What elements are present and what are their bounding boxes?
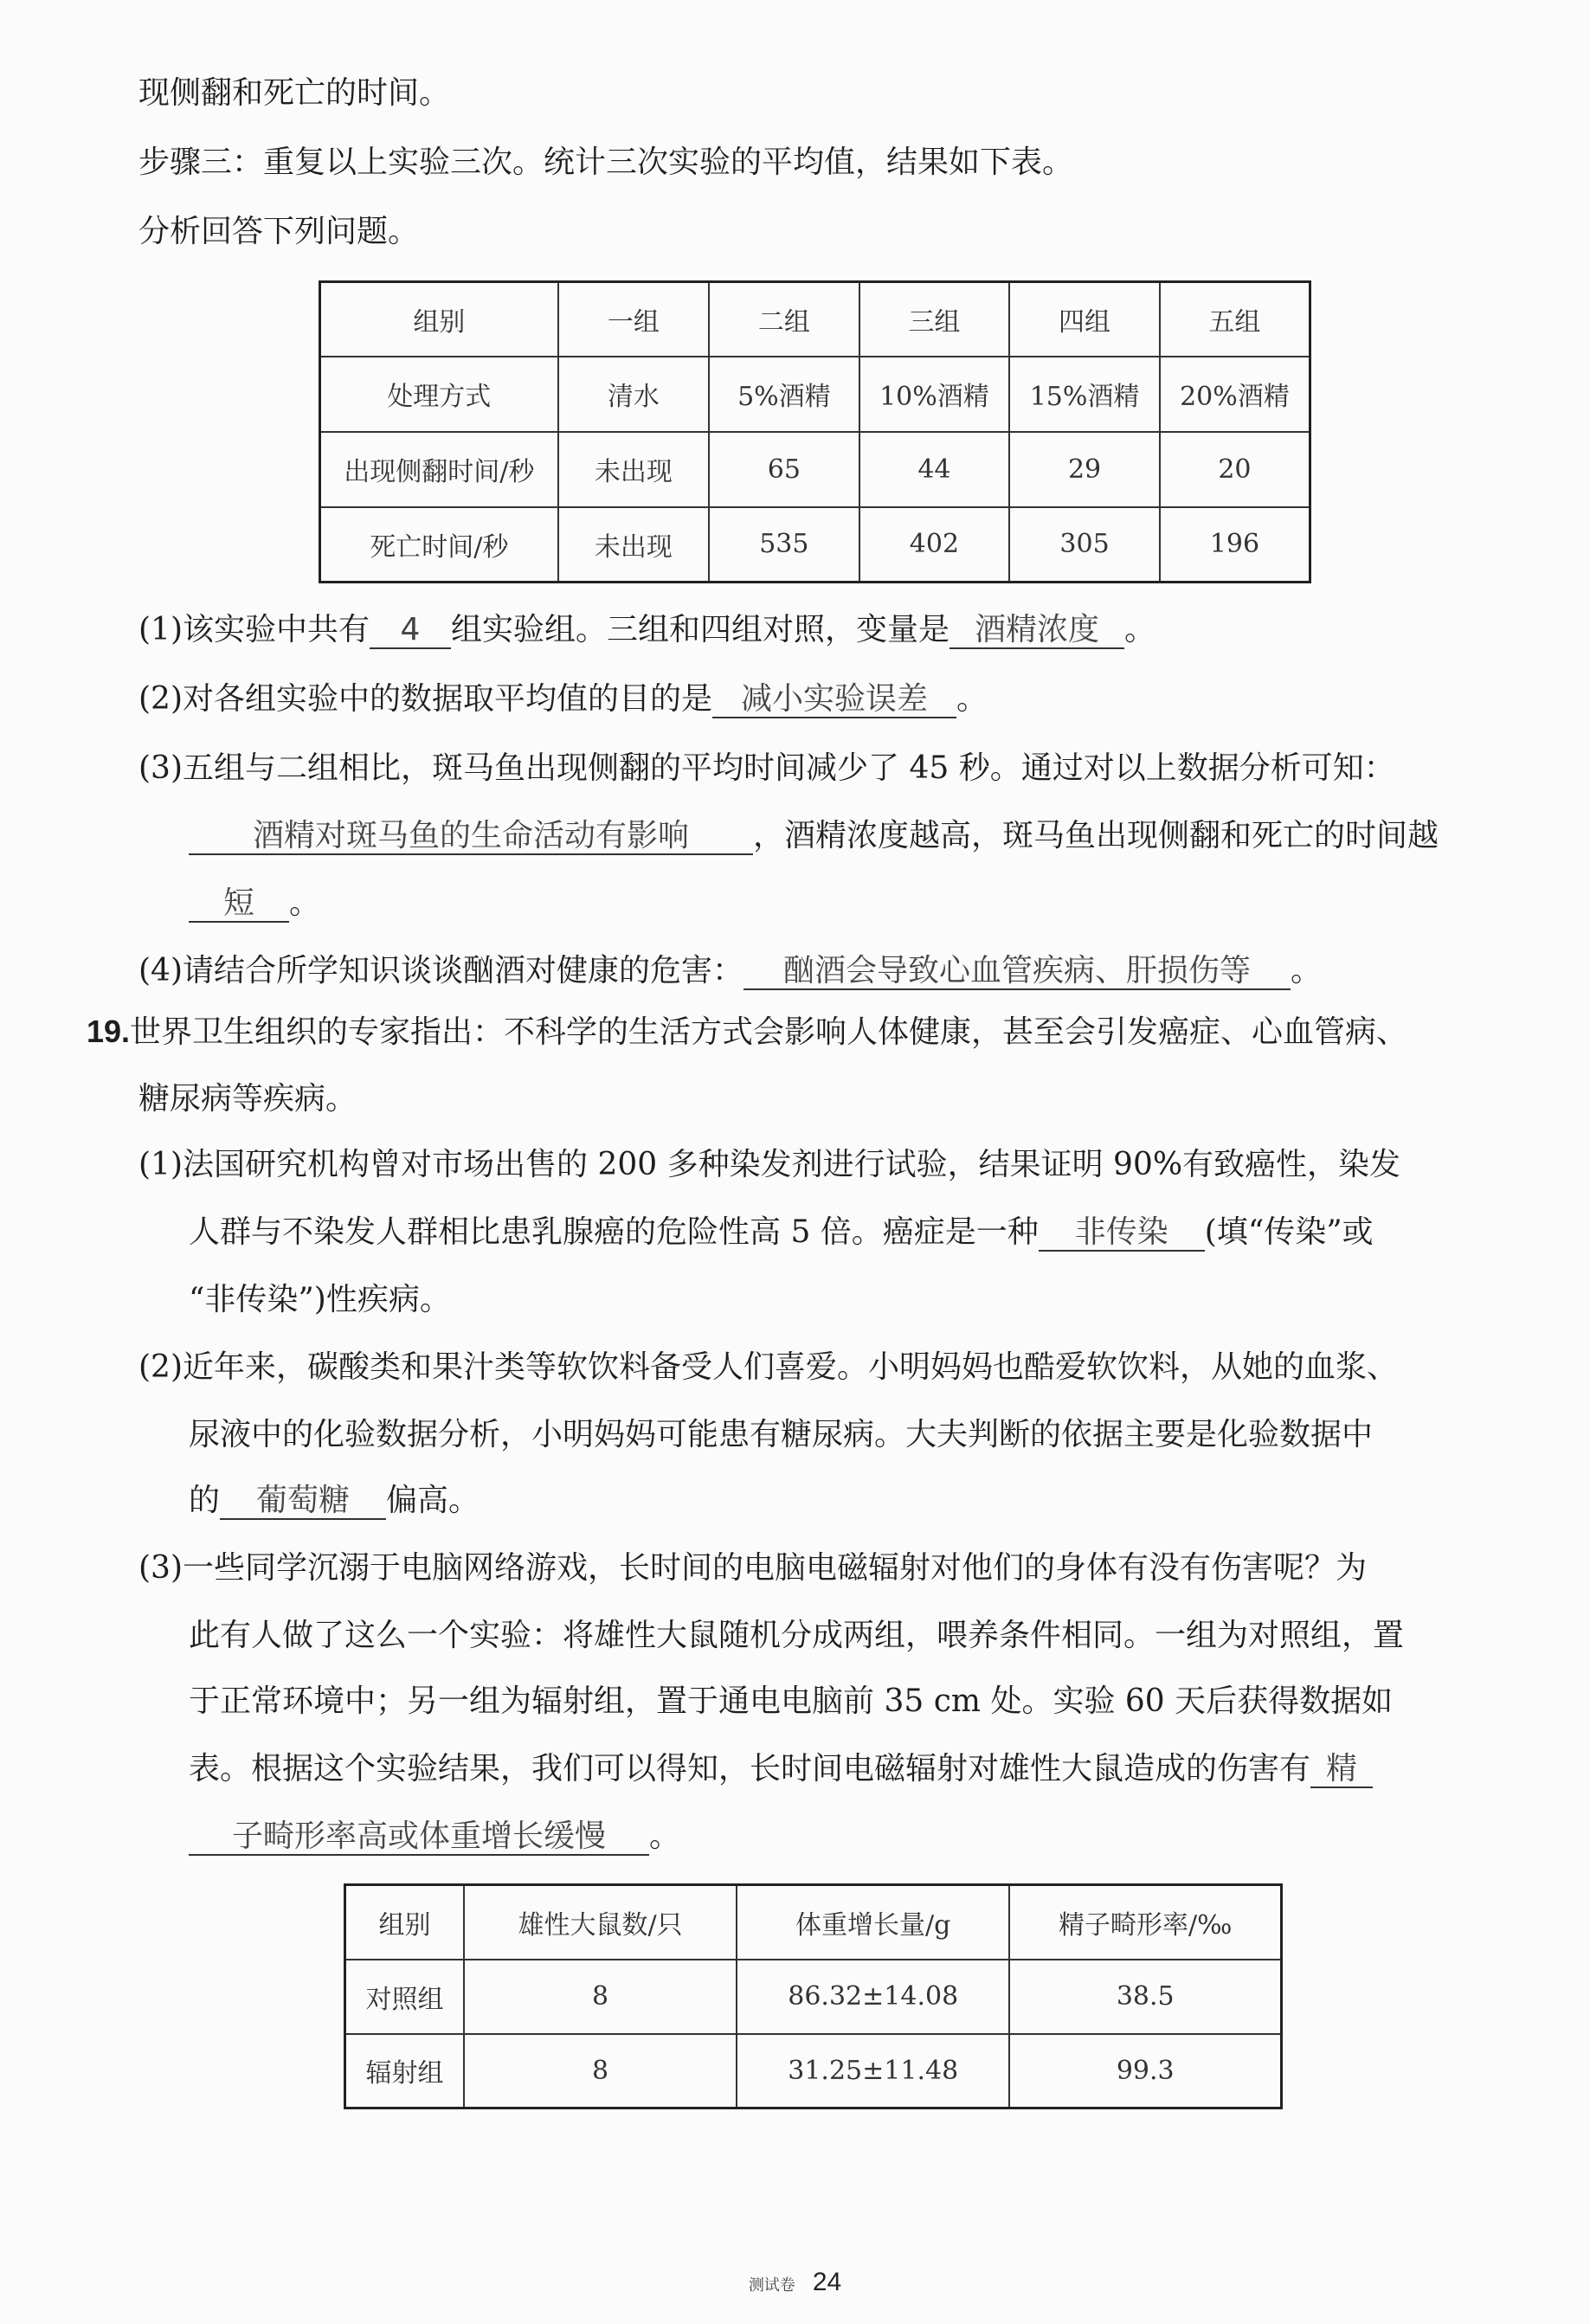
table-cell: 305 <box>1009 507 1160 583</box>
table-cell: 二组 <box>709 282 859 357</box>
table-row <box>320 357 1310 432</box>
table-cell: 组别 <box>345 1885 465 1960</box>
table-cell: 精子畸形率/‰ <box>1009 1885 1281 1960</box>
q19-part2-l2: 尿液中的化验数据分析，小明妈妈可能患有糖尿病。大夫判断的依据主要是化验数据中 <box>189 1417 1374 1452</box>
table-cell: 402 <box>859 507 1010 583</box>
page-number: 24 <box>812 2268 842 2296</box>
table-row <box>320 432 1310 507</box>
analyze-instruction: 分析回答下列问题。 <box>138 214 420 249</box>
answer-blank: 精 <box>1310 1752 1373 1788</box>
q19-part3-l5: 子畸形率高或体重增长缓慢 。 <box>189 1818 680 1856</box>
page-footer <box>0 2268 1590 2297</box>
table-cell: 8 <box>464 2034 737 2108</box>
table-header-row <box>320 282 1310 357</box>
table-cell: 29 <box>1009 432 1160 507</box>
intro-line: 现侧翻和死亡的时间。 <box>138 75 451 111</box>
step-three: 步骤三：重复以上实验三次。统计三次实验的平均值，结果如下表。 <box>138 145 1074 180</box>
q18-part3-cont: 酒精对斑马鱼的生命活动有影响 ，酒精浓度越高，斑马鱼出现侧翻和死亡的时间越 <box>189 817 1439 855</box>
answer-blank: 子畸形率高或体重增长缓慢 <box>189 1819 649 1856</box>
table-cell: 未出现 <box>558 507 709 583</box>
footer-label: 测试卷 <box>748 2276 795 2295</box>
table-cell: 99.3 <box>1009 2034 1281 2108</box>
q19-part2-l3: 的 葡萄糖 偏高。 <box>189 1483 480 1518</box>
table-cell: 86.32±14.08 <box>737 1960 1010 2034</box>
q19-part3-l3: 于正常环境中；另一组为辐射组，置于通电电脑前 35 cm 处。实验 60 天后获得数据如 <box>189 1683 1394 1719</box>
answer-blank: 酗酒会导致心血管疾病、肝损伤等 <box>744 954 1291 990</box>
q19-stem-cont: 糖尿病等疾病。 <box>138 1081 357 1117</box>
table-cell: 65 <box>709 432 859 507</box>
table-cell: 196 <box>1160 507 1310 583</box>
table-cell: 三组 <box>859 282 1010 357</box>
q19-part3-l2: 此有人做了这么一个实验：将雄性大鼠随机分成两组，喂养条件相同。一组为对照组，置 <box>189 1618 1405 1653</box>
table-cell: 雄性大鼠数/只 <box>464 1885 737 1960</box>
q18-part2: (2)对各组实验中的数据取平均值的目的是 减小实验误差 。 <box>138 681 988 717</box>
q19-part1-l2: 人群与不染发人群相比患乳腺癌的危险性高 5 倍。癌症是一种 非传染 (填“传染”或 <box>189 1214 1374 1250</box>
answer-blank: 酒精对斑马鱼的生命活动有影响 <box>189 819 753 855</box>
table-cell: 四组 <box>1009 282 1160 357</box>
table-cell: 五组 <box>1160 282 1310 357</box>
answer-blank: 减小实验误差 <box>712 682 956 718</box>
q18-part3: (3)五组与二组相比，斑马鱼出现侧翻的平均时间减少了 45 秒。通过对以上数据分析可知： <box>138 750 1395 786</box>
table-cell: 15%酒精 <box>1009 357 1160 432</box>
answer-blank: 非传染 <box>1039 1215 1205 1252</box>
table-cell: 组别 <box>320 282 558 357</box>
q19-part3-l4: 表。根据这个实验结果，我们可以得知，长时间电磁辐射对雄性大鼠造成的伤害有 精 <box>189 1750 1373 1788</box>
table-cell: 出现侧翻时间/秒 <box>320 432 558 507</box>
table-row <box>345 1960 1282 2034</box>
q18-part3-end: 短 。 <box>189 885 320 923</box>
q19-part1: (1)法国研究机构曾对市场出售的 200 多种染发剂进行试验，结果证明 90%有致癌性，染发 <box>138 1147 1401 1182</box>
table-cell: 10%酒精 <box>859 357 1010 432</box>
table-cell: 44 <box>859 432 1010 507</box>
q18-part4: (4)请结合所学知识谈谈酗酒对健康的危害： 酗酒会导致心血管疾病、肝损伤等 。 <box>138 953 1323 988</box>
answer-blank: 4 <box>370 613 451 649</box>
question-number: 19. <box>87 1014 131 1049</box>
table-cell: 体重增长量/g <box>737 1885 1010 1960</box>
answer-blank: 短 <box>189 886 289 923</box>
table-cell: 535 <box>709 507 859 583</box>
answer-blank: 葡萄糖 <box>220 1484 386 1520</box>
table-cell: 对照组 <box>345 1960 465 2034</box>
table-row <box>345 2034 1282 2108</box>
table-cell: 20 <box>1160 432 1310 507</box>
table-cell: 31.25±11.48 <box>737 2034 1010 2108</box>
zebrafish-results-table <box>319 280 1311 583</box>
table-cell: 辐射组 <box>345 2034 465 2108</box>
q19-part3: (3)一些同学沉溺于电脑网络游戏，长时间的电脑电磁辐射对他们的身体有没有伤害呢？为 <box>138 1550 1367 1586</box>
table-cell: 20%酒精 <box>1160 357 1310 432</box>
q19-part2: (2)近年来，碳酸类和果汁类等软饮料备受人们喜爱。小明妈妈也酷爱软饮料，从她的血浆、 <box>138 1349 1398 1385</box>
answer-blank: 酒精浓度 <box>949 613 1124 649</box>
table-row <box>320 507 1310 583</box>
rat-radiation-table <box>344 1883 1283 2109</box>
table-cell: 5%酒精 <box>709 357 859 432</box>
table-cell: 死亡时间/秒 <box>320 507 558 583</box>
table-header-row <box>345 1885 1282 1960</box>
table-cell: 清水 <box>558 357 709 432</box>
table-cell: 未出现 <box>558 432 709 507</box>
table-cell: 处理方式 <box>320 357 558 432</box>
q18-part1: (1)该实验中共有 4 组实验组。三组和四组对照，变量是 酒精浓度 。 <box>138 612 1156 647</box>
table-cell: 38.5 <box>1009 1960 1281 2034</box>
table-cell: 一组 <box>558 282 709 357</box>
q19-part1-l3: “非传染”)性疾病。 <box>189 1282 451 1317</box>
table-cell: 8 <box>464 1960 737 2034</box>
q19-stem: 19.世界卫生组织的专家指出：不科学的生活方式会影响人体健康，甚至会引发癌症、心血管病、 <box>87 1014 1408 1050</box>
